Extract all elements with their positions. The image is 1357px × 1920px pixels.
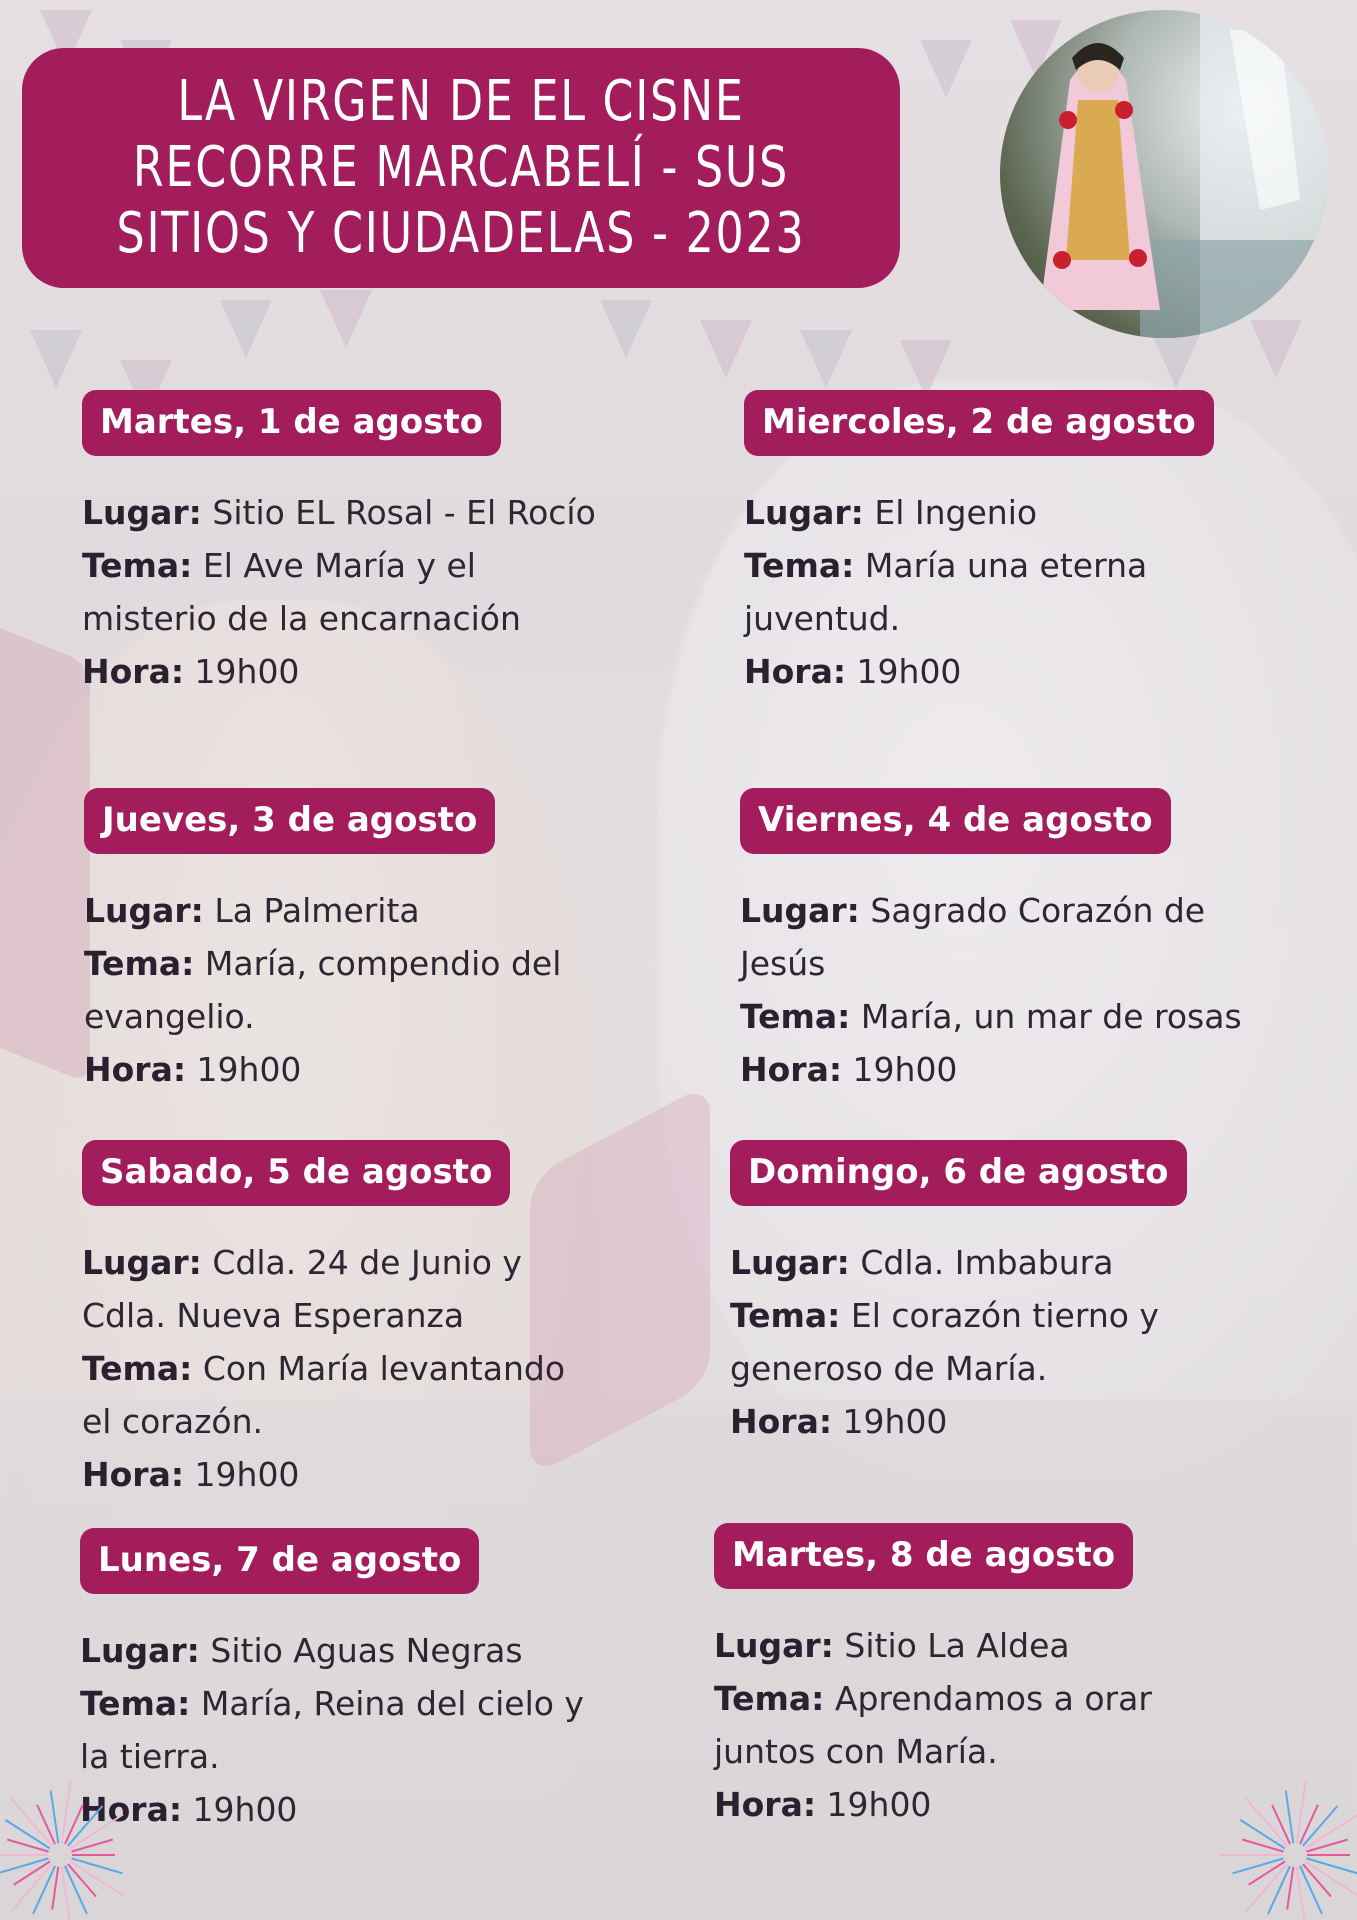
page-title: LA VIRGEN DE EL CISNE RECORRE MARCABELÍ - SUS SITIOS Y CIUDADELAS - 2023	[116, 69, 806, 266]
place-label: Lugar:	[84, 891, 204, 930]
theme-value: Aprendamos a orar juntos con María.	[714, 1679, 1152, 1771]
firework-ray	[1307, 1840, 1348, 1852]
place-value: Cdla. 24 de Junio y Cdla. Nueva Esperanza	[82, 1243, 522, 1335]
theme-row	[82, 1342, 602, 1448]
theme-value: El Ave María y el misterio de la encarnación	[82, 546, 521, 638]
place-value: La Palmerita	[214, 891, 420, 930]
day-details	[82, 1236, 602, 1501]
day-date: Miercoles, 2 de agosto	[762, 402, 1196, 442]
virgin-photo	[1000, 10, 1328, 338]
time-row	[744, 645, 1284, 698]
time-value: 19h00	[194, 652, 300, 691]
time-row	[740, 1043, 1300, 1096]
day-date-pill	[80, 1528, 479, 1594]
time-value: 19h00	[852, 1050, 958, 1089]
day-date-pill	[714, 1523, 1133, 1589]
firework-ray	[1233, 1858, 1284, 1873]
theme-label: Tema:	[744, 546, 855, 585]
day-card	[744, 390, 1284, 698]
firework-ray	[52, 1867, 58, 1910]
theme-value: El corazón tierno y generoso de María.	[730, 1296, 1159, 1388]
place-label: Lugar:	[82, 1243, 202, 1282]
day-date: Domingo, 6 de agosto	[748, 1152, 1169, 1192]
place-value: Sitio EL Rosal - El Rocío	[212, 493, 596, 532]
day-card	[80, 1528, 600, 1836]
time-value: 19h00	[196, 1050, 302, 1089]
theme-row	[730, 1289, 1290, 1395]
place-value: El Ingenio	[874, 493, 1038, 532]
theme-row	[80, 1677, 600, 1783]
theme-label: Tema:	[714, 1679, 825, 1718]
day-details	[730, 1236, 1290, 1448]
theme-row	[714, 1672, 1234, 1778]
time-row	[84, 1043, 584, 1096]
time-value: 19h00	[826, 1785, 932, 1824]
day-card	[730, 1140, 1290, 1448]
time-label: Hora:	[82, 652, 185, 691]
place-row	[740, 884, 1300, 990]
firework-icon	[1200, 1760, 1357, 1920]
theme-row	[740, 990, 1300, 1043]
day-card	[82, 1140, 602, 1501]
theme-row	[744, 539, 1284, 645]
time-row	[82, 645, 602, 698]
time-label: Hora:	[84, 1050, 187, 1089]
theme-label: Tema:	[82, 546, 193, 585]
day-date: Sabado, 5 de agosto	[100, 1152, 493, 1192]
day-details	[82, 486, 602, 698]
day-date: Martes, 8 de agosto	[732, 1535, 1116, 1575]
place-row	[84, 884, 584, 937]
place-row	[82, 486, 602, 539]
day-card	[82, 390, 602, 698]
theme-label: Tema:	[82, 1349, 193, 1388]
firework-ray	[7, 1840, 48, 1852]
day-date-pill	[84, 788, 495, 854]
day-card	[714, 1523, 1234, 1831]
time-label: Hora:	[740, 1050, 843, 1089]
firework-ray	[1287, 1867, 1293, 1910]
place-row	[730, 1236, 1290, 1289]
time-row	[80, 1783, 600, 1836]
time-label: Hora:	[80, 1790, 183, 1829]
day-date: Lunes, 7 de agosto	[98, 1540, 462, 1580]
day-details	[744, 486, 1284, 698]
theme-value: María, un mar de rosas	[860, 997, 1242, 1036]
theme-value: María una eterna juventud.	[744, 546, 1148, 638]
day-details	[84, 884, 584, 1096]
title-banner	[22, 48, 900, 288]
firework-ray	[1307, 1858, 1357, 1873]
firework-icon	[0, 1760, 140, 1920]
day-date: Martes, 1 de agosto	[100, 402, 484, 442]
time-row	[714, 1778, 1234, 1831]
theme-label: Tema:	[80, 1684, 191, 1723]
theme-value: María, Reina del cielo y la tierra.	[80, 1684, 584, 1776]
theme-value: María, compendio del evangelio.	[84, 944, 562, 1036]
time-label: Hora:	[714, 1785, 817, 1824]
place-label: Lugar:	[82, 493, 202, 532]
time-row	[730, 1395, 1290, 1448]
virgin-statue-image	[1000, 10, 1328, 338]
day-date: Viernes, 4 de agosto	[758, 800, 1153, 840]
day-card	[84, 788, 584, 1096]
place-label: Lugar:	[740, 891, 860, 930]
place-label: Lugar:	[744, 493, 864, 532]
time-value: 19h00	[856, 652, 962, 691]
firework-ray	[72, 1858, 123, 1873]
time-row	[82, 1448, 602, 1501]
place-value: Sagrado Corazón de Jesús	[740, 891, 1206, 983]
place-label: Lugar:	[80, 1631, 200, 1670]
time-value: 19h00	[194, 1455, 300, 1494]
day-date-pill	[730, 1140, 1187, 1206]
theme-label: Tema:	[84, 944, 195, 983]
day-details	[740, 884, 1300, 1096]
day-date-pill	[82, 1140, 510, 1206]
time-label: Hora:	[744, 652, 847, 691]
place-label: Lugar:	[714, 1626, 834, 1665]
day-card	[740, 788, 1300, 1096]
firework-ray	[0, 1858, 48, 1873]
theme-label: Tema:	[740, 997, 851, 1036]
place-row	[714, 1619, 1234, 1672]
place-row	[744, 486, 1284, 539]
day-date-pill	[82, 390, 501, 456]
day-date-pill	[740, 788, 1171, 854]
time-label: Hora:	[82, 1455, 185, 1494]
time-value: 19h00	[842, 1402, 948, 1441]
place-label: Lugar:	[730, 1243, 850, 1282]
firework-ray	[1242, 1840, 1283, 1852]
firework-ray	[72, 1840, 113, 1852]
time-label: Hora:	[730, 1402, 833, 1441]
place-row	[82, 1236, 602, 1342]
time-value: 19h00	[192, 1790, 298, 1829]
day-details	[80, 1624, 600, 1836]
theme-label: Tema:	[730, 1296, 841, 1335]
place-row	[80, 1624, 600, 1677]
place-value: Cdla. Imbabura	[860, 1243, 1114, 1282]
day-details	[714, 1619, 1234, 1831]
place-value: Sitio La Aldea	[844, 1626, 1070, 1665]
theme-row	[84, 937, 584, 1043]
day-date-pill	[744, 390, 1214, 456]
place-value: Sitio Aguas Negras	[210, 1631, 523, 1670]
theme-row	[82, 539, 602, 645]
day-date: Jueves, 3 de agosto	[102, 800, 478, 840]
theme-value: Con María levantando el corazón.	[82, 1349, 566, 1441]
